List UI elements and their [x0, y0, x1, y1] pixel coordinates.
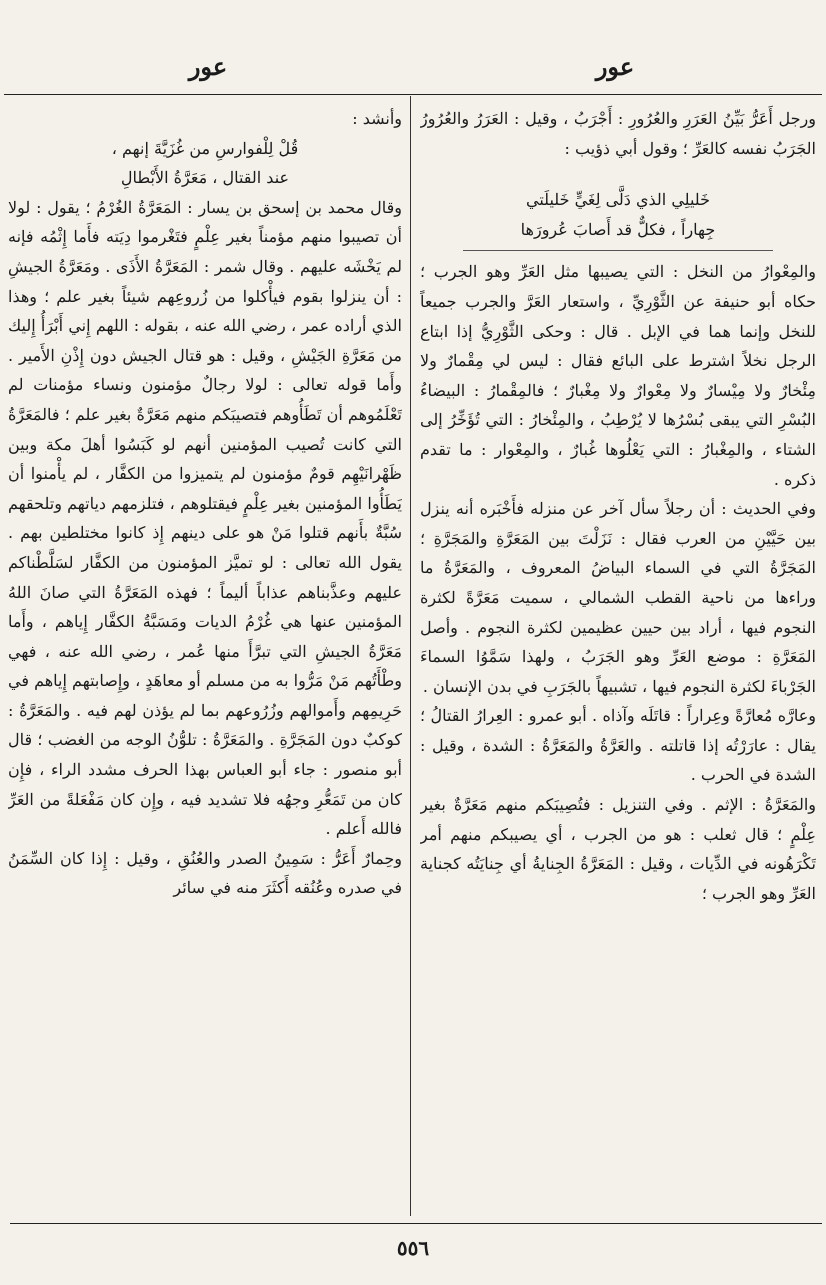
left-paragraph-2: وقال محمد بن إسحق بن يسار : المَعَرَّةُ الغُرْمُ ؛ يقول : لولا أن تصيبوا منهم مؤمناً بغير عِلْمٍ فتَغْرموا دِيَته فأَما إِثْمُه فإنه لم يَخْشَه عليهم . وقال شمر : المَعَرَّةُ الأَذَى . ومَعَرَّةُ الجيشِ : أن ينزلوا بقوم فيأْكلوا من زُروعِهم شيئاً بغير علم ؛ وهذا الذي أراده عمر ، رضي الله عنه ، بقوله : اللهم إِني أَبْرَأُ إِليك من مَعَرَّةِ الجَيْشِ ، وقيل : هو قتال الجيش دون إِذْنِ الأَمير . وأَما قوله تعالى : لولا رجالٌ مؤمنون ونساء مؤمنات لم تَعْلَمُوهم أن تَطَأُوهم فتصيبَكم منهم مَعَرَّةٌ بغير علم ؛ فالمَعَرَّةُ التي كانت تُصيب المؤمنين أنهم لو كَبَسُوا أهلَ مكة وبين ظَهْرانَيْهِم قومٌ مؤمنون لم يتميزوا من الكفَّار ، لم يأْمنوا أن يَطَأُوا المؤمنين بغير عِلْمٍ فيقتلوهم ، فتلزمهم دياتهم وتلحقهم سُبَّةٌ بأَنهم قتلوا مَنْ هو على دينهم إِذ كانوا مختلطين بهم . يقول الله تعالى : لو تميَّز المؤمنون من الكفَّار لسَلَّطْناكم عليهم وعذَّبناهم عذاباً أليماً ؛ فهذه المَعَرَّةُ التي صانَ اللهُ المؤمنين عنها هي غُرْمُ الديات ومَسَبَّةُ الكفَّار إِياهم ، وأَما مَعَرَّةُ الجيشِ التي تبرَّأَ منها عُمر ، رضي الله عنه ، فهي وطْأَتُهم مَنْ مَرُّوا به من مسلم أو معاهَدٍ ، وإِصابتهم إِياهم في حَرِيمِهم وأَموالهم وزُرُوعهم بما لم يؤذن لهم فيه . والمَعَرَّةُ : كوكبٌ دون المَجَرَّةِ . والمَعَرَّةُ : تلوُّنُ الوجه من الغضب ؛ قال أبو منصور : جاء أبو العباس بهذا الحرف مشدد الراء ، فإِن كان من تَمَعُّرِ وجهُه فلا تشديد فيه ، وإِن كان مَفْعَلةً من العَرِّ فالله أَعلم . [8, 197, 402, 839]
right-paragraph-3: وفي الحديث : أن رجلاً سأل آخر عن منزله فأَخْبَره أنه ينزل بين حَيَّيْنِ من العرب فقال : نَزَلْتَ بين المَعَرَّةِ والمَجَرَّةِ ؛ المَجَرَّةُ التي في السماء البياضُ المعروف ، والمَعَرَّةُ ما وراءها من ناحية القطب الشمالي ، سميت مَعَرَّةً لكثرة النجوم فيها ، أراد بين حيين عظيمين لكثرة النجوم . وأصل المَعَرَّةِ : موضع العَرِّ وهو الجَرَبُ ، ولهذا سَمَّوُا السماءَ الجَرْباءَ لكثرة النجوم فيها ، تشبيهاً بالجَرَبِ في بدن الإنسان . [420, 499, 816, 696]
right-verse-line-2: جِهاراً ، فكلٌّ قد أَصابَ عُرورَها [520, 219, 716, 239]
page-number: ٥٥٦ [396, 1236, 430, 1260]
footer-rule [10, 1223, 822, 1224]
right-paragraph-1: ورجل أَعَرُّ بَيِّنُ العَرَرِ والعُرُورِ : أَجْرَبُ ، وقيل : العَرَرُ والعُرُورُ الجَرَبُ نفسه كالعَرِّ ؛ وقول أبي ذؤيب : [420, 109, 816, 158]
header-rule [4, 94, 822, 95]
left-column [8, 104, 402, 1216]
column-separator [410, 96, 411, 1216]
right-column [420, 104, 816, 1216]
left-verse-line-2: عند القتال ، مَعَرَّةُ الأَبْطالِ [120, 168, 290, 188]
right-paragraph-4: وعارَّه مُعارَّةً وعِراراً : قاتَلَه وآذاه . أبو عمرو : العِرارُ القتالُ ؛ يقال : عارَرْتُه إذا قاتلته . والعَرَّةُ والمَعَرَّةُ : الشدة ، وقيل : الشدة في الحرب . [420, 706, 816, 785]
right-verse-line-1: خَليلِي الذي دَلَّى لِغَيٍّ خَليلَتي [526, 190, 710, 210]
verse-spacer [420, 163, 816, 185]
right-paragraph-2: والمِعْوارُ من النخل : التي يصيبها مثل العَرِّ وهو الجرب ؛ حكاه أبو حنيفة عن الثَّوْرِيِّ ، واستعار العَرَّ والجرب جميعاً للنخل وإنما هما في الإبل . قال : وحكى الثَّوْرِيُّ إذا ابتاع الرجل نخلاً اشترط على البائع فقال : ليس لي مِقْمارٌ ولا مِئْخارٌ ولا مِيْسارٌ ولا مِعْوارٌ ولا مِغْبارٌ ؛ فالمِقْمارُ : البيضاءُ البُسْرِ التي يبقى بُسْرُها لا يُرْطِبُ ، والمِئْخارُ : التي تُؤَخِّرُ إلى الشتاء ، والمِغْبارُ : التي يَعْلُوها غُبارٌ ، والمِعْوار : ما تقدم ذكره . [420, 262, 816, 489]
running-header-right: عور [595, 52, 635, 81]
right-paragraph-5: والمَعَرَّةُ : الإثم . وفي التنزيل : فتُصِيبَكم منهم مَعَرَّةٌ بغير عِلْمٍ ؛ قال ثعلب : هو من الجرب ، أي يصيبكم منهم أمر تَكْرَهُونه في الدِّيات ، وقيل : المَعَرَّةُ الجِنايةُ أي جِنايَتُه كجناية العَرِّ وهو الجرب ؛ [420, 795, 816, 903]
verse-divider [463, 250, 773, 251]
left-paragraph-3: وحِمارٌ أَعَرُّ : سَمِينُ الصدر والعُنُقِ ، وقيل : إِذا كان السِّمَنُ في صدره وعُنُقه أَكثَرَ منه في سائر [8, 848, 402, 898]
left-verse-line-1: قُلْ لِلْفوارسِ من غُزَيَّةَ إنهم ، [111, 138, 299, 158]
running-header-left: عور [188, 52, 228, 81]
left-paragraph-1: وأنشد : [352, 109, 402, 128]
